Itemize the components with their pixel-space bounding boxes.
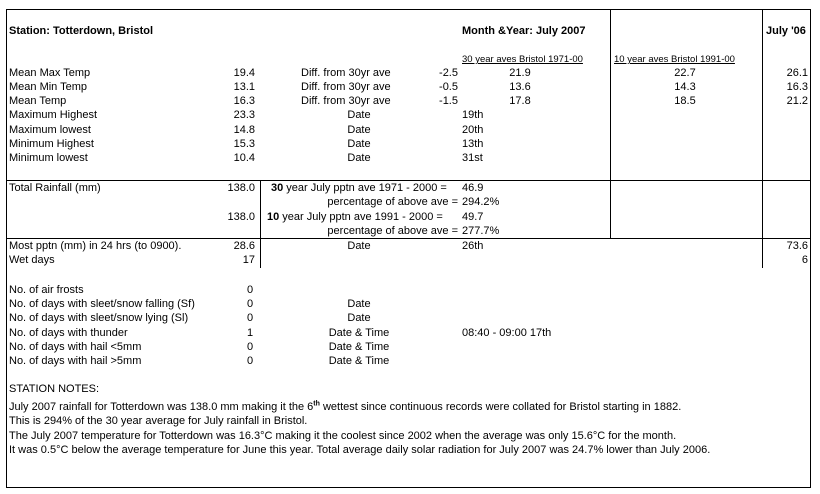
temp-label: Mean Min Temp [9,81,88,93]
temp-date: 19th [462,109,484,121]
days-label: No. of days with thunder [9,327,128,339]
rain-ave30-line [271,182,447,195]
temp-ave30: 21.9 [509,67,531,79]
temp-value: 10.4 [233,152,255,164]
temp-mid: Date [347,124,371,136]
temp-value: 15.3 [233,138,255,150]
rain-ave30-text: year July pptn ave 1971 - 2000 = [283,182,447,194]
temp-mid: Date [347,109,371,121]
most-pptn-mid: Date [347,240,371,252]
days-mid: Date & Time [328,341,390,353]
prev-year-header: July '06 [766,25,806,37]
most-pptn-value: 28.6 [233,240,255,252]
temp-prev: 21.2 [786,95,808,107]
temp-ave10: 18.5 [674,95,696,107]
month-year: Month &Year: July 2007 [462,25,586,37]
temp-diff: -0.5 [439,81,458,93]
hline-temp-rain [6,180,811,181]
days-value: 0 [246,355,254,367]
temp-label: Mean Temp [9,95,67,107]
wet-days-label: Wet days [9,254,55,266]
rain-ave30-num: 30 [271,182,284,194]
days-label: No. of days with sleet/snow lying (Sl) [9,312,189,324]
hline-rain-pptn [6,238,811,239]
temp-diff: -1.5 [439,95,458,107]
notes-line-2: This is 294% of the 30 year average for July rainfall in Bristol. [9,415,308,427]
days-extra: 08:40 - 09:00 17th [462,327,552,339]
temp-date: 13th [462,138,484,150]
temp-ave30: 17.8 [509,95,531,107]
temp-prev: 26.1 [786,67,808,79]
days-label: No. of days with hail >5mm [9,355,142,367]
vline-rain-value [260,180,261,268]
temp-mid: Diff. from 30yr ave [301,81,391,93]
ave30-header: 30 year aves Bristol 1971-00 [462,54,583,65]
days-value: 0 [246,312,254,324]
wet-days-value: 17 [242,254,255,266]
temp-label: Maximum lowest [9,124,91,136]
most-pptn-prev: 73.6 [786,240,808,252]
ave10-header: 10 year aves Bristol 1991-00 [614,54,735,65]
rain-ave10-text: year July pptn ave 1991 - 2000 = [279,211,443,223]
rain-ave30-value: 46.9 [462,182,484,194]
most-pptn-date: 26th [462,240,484,252]
temp-label: Minimum Highest [9,138,94,150]
rain-ave10-value: 49.7 [462,211,484,223]
notes-title: STATION NOTES: [9,383,100,395]
notes-line-1b: wettest since continuous records were collated for Bristol starting in 1882. [319,401,682,413]
temp-label: Maximum Highest [9,109,98,121]
days-value: 0 [246,284,254,296]
days-mid: Date [347,298,371,310]
temp-mid: Diff. from 30yr ave [301,67,391,79]
days-mid: Date & Time [328,355,390,367]
days-mid: Date & Time [328,327,390,339]
temp-value: 16.3 [233,95,255,107]
notes-line-1-sup: th [313,400,320,408]
border-bottom [6,487,811,488]
notes-line-1a: July 2007 rainfall for Totterdown was 138.0 mm making it the 6 [9,401,314,413]
temp-mid: Date [347,138,371,150]
rain-label: Total Rainfall (mm) [9,182,101,194]
station-title: Station: Totterdown, Bristol [9,25,154,37]
notes-line-3: The July 2007 temperature for Totterdown was 16.3°C making it the coolest since 2002 when the average was only 15.6°C for the month. [9,430,677,442]
temp-date: 31st [462,152,483,164]
temp-date: 20th [462,124,484,136]
days-label: No. of air frosts [9,284,84,296]
days-value: 0 [246,341,254,353]
temp-value: 19.4 [233,67,255,79]
temp-prev: 16.3 [786,81,808,93]
border-top [6,9,811,10]
temp-ave10: 14.3 [674,81,696,93]
temp-label: Minimum lowest [9,152,88,164]
rain-pct-label-10: percentage of above ave = [327,225,458,237]
rain-value-1: 138.0 [227,182,255,194]
wet-days-prev: 6 [801,254,808,266]
notes-line-1 [9,401,681,414]
days-label: No. of days with sleet/snow falling (Sf) [9,298,195,310]
border-left [6,9,7,488]
temp-diff: -2.5 [439,67,458,79]
rain-pct30: 294.2% [462,196,500,208]
divider-ave10-col [610,9,611,239]
temp-value: 23.3 [233,109,255,121]
rain-value-2: 138.0 [227,211,255,223]
rain-ave10-num: 10 [267,211,280,223]
rain-pct-label-30: percentage of above ave = [327,196,458,208]
temp-mid: Date [347,152,371,164]
temp-label: Mean Max Temp [9,67,91,79]
divider-prev-col [762,9,763,268]
temp-ave30: 13.6 [509,81,531,93]
days-value: 0 [246,298,254,310]
days-label: No. of days with hail <5mm [9,341,142,353]
days-mid: Date [347,312,371,324]
temp-ave10: 22.7 [674,67,696,79]
rain-ave10-line [267,211,443,224]
days-value: 1 [246,327,254,339]
rain-pct10: 277.7% [462,225,500,237]
most-pptn-label: Most pptn (mm) in 24 hrs (to 0900). [9,240,182,252]
temp-mid: Diff. from 30yr ave [301,95,391,107]
border-right [810,9,811,488]
notes-line-4: It was 0.5°C below the average temperature for June this year. Total average daily solar radiation for July 2007 was 24.7% lower than July 2006. [9,444,711,456]
temp-value: 14.8 [233,124,255,136]
temp-value: 13.1 [233,81,255,93]
